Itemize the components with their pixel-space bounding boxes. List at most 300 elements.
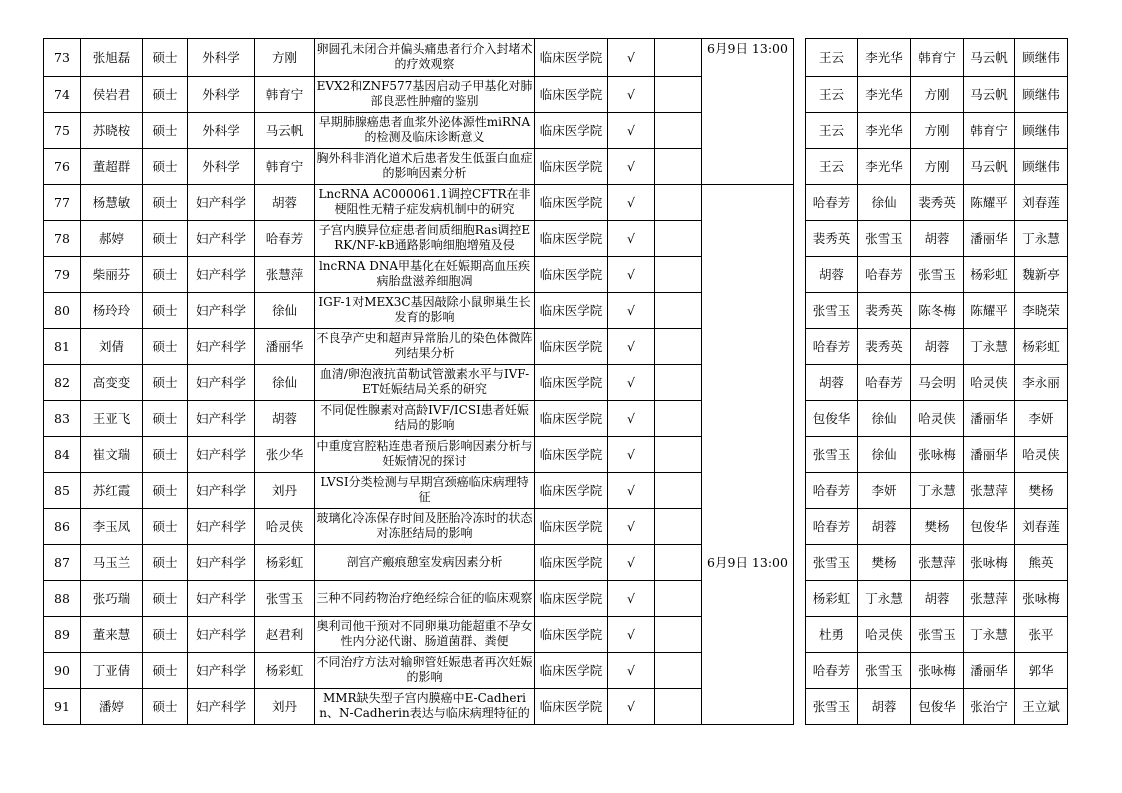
thesis-title-cell [315, 364, 535, 400]
judge-3-cell: 胡蓉 [911, 220, 964, 256]
degree-cell: 硕士 [143, 220, 188, 256]
spacer-cell [794, 328, 806, 364]
judge-4-cell: 潘丽华 [964, 652, 1015, 688]
judge-3-cell: 方刚 [911, 76, 964, 112]
spacer-cell [794, 616, 806, 652]
college-cell: 临床医学院 [535, 256, 608, 292]
major-cell: 妇产科学 [188, 292, 255, 328]
thesis-title-cell [315, 328, 535, 364]
judge-2-cell: 裴秀英 [858, 292, 911, 328]
judge-4-cell: 马云帆 [964, 76, 1015, 112]
college-cell: 临床医学院 [535, 580, 608, 616]
judge-1-cell: 裴秀英 [806, 220, 858, 256]
student-name-cell: 苏红霞 [81, 472, 143, 508]
judge-3-cell: 方刚 [911, 148, 964, 184]
college-cell: 临床医学院 [535, 436, 608, 472]
advisor-cell: 潘丽华 [255, 328, 315, 364]
judge-3-cell: 哈灵侠 [911, 400, 964, 436]
major-cell: 外科学 [188, 76, 255, 112]
judge-5-cell: 熊英 [1015, 544, 1068, 580]
major-cell: 妇产科学 [188, 220, 255, 256]
session-time-cell [702, 508, 794, 544]
judge-2-cell: 李光华 [858, 148, 911, 184]
row-number-cell: 78 [44, 220, 81, 256]
judge-1-cell: 哈春芳 [806, 652, 858, 688]
thesis-title-cell [315, 688, 535, 724]
judge-2-cell: 李光华 [858, 76, 911, 112]
major-cell: 妇产科学 [188, 472, 255, 508]
table-row [44, 544, 1068, 580]
advisor-cell: 马云帆 [255, 112, 315, 148]
college-cell: 临床医学院 [535, 400, 608, 436]
major-cell: 妇产科学 [188, 544, 255, 580]
degree-cell: 硕士 [143, 76, 188, 112]
empty-cell [655, 400, 702, 436]
session-time-cell [702, 184, 794, 220]
thesis-title-text: 不同促性腺素对高龄IVF/ICSI患者妊娠结局的影响 [320, 403, 529, 432]
judge-4-cell: 丁永慧 [964, 616, 1015, 652]
judge-3-cell: 包俊华 [911, 688, 964, 724]
row-number-cell: 91 [44, 688, 81, 724]
judge-5-cell: 魏新亭 [1015, 256, 1068, 292]
advisor-cell: 哈春芳 [255, 220, 315, 256]
judge-3-cell: 丁永慧 [911, 472, 964, 508]
table-row [44, 364, 1068, 400]
judge-1-cell: 哈春芳 [806, 184, 858, 220]
row-number-cell: 82 [44, 364, 81, 400]
check-mark-cell: √ [608, 76, 655, 112]
check-mark-cell: √ [608, 616, 655, 652]
spacer-cell [794, 436, 806, 472]
judge-2-cell: 张雪玉 [858, 652, 911, 688]
college-cell: 临床医学院 [535, 616, 608, 652]
spacer-cell [794, 39, 806, 77]
spacer-cell [794, 688, 806, 724]
table-row [44, 292, 1068, 328]
advisor-cell: 哈灵侠 [255, 508, 315, 544]
session-time-cell [702, 400, 794, 436]
empty-cell [655, 652, 702, 688]
judge-5-cell: 王立斌 [1015, 688, 1068, 724]
thesis-title-cell [315, 544, 535, 580]
judge-2-cell: 哈灵侠 [858, 616, 911, 652]
thesis-title-text: 不良孕产史和超声异常胎儿的染色体微阵列结果分析 [316, 331, 533, 360]
advisor-cell: 韩育宁 [255, 148, 315, 184]
student-name-cell: 侯岩君 [81, 76, 143, 112]
check-mark-cell: √ [608, 148, 655, 184]
table-row [44, 76, 1068, 112]
college-cell: 临床医学院 [535, 39, 608, 77]
judge-1-cell: 张雪玉 [806, 688, 858, 724]
college-cell: 临床医学院 [535, 112, 608, 148]
judge-1-cell: 王云 [806, 76, 858, 112]
thesis-title-cell [315, 472, 535, 508]
major-cell: 妇产科学 [188, 652, 255, 688]
row-number-cell: 85 [44, 472, 81, 508]
judge-3-cell: 陈冬梅 [911, 292, 964, 328]
spacer-cell [794, 472, 806, 508]
student-name-cell: 董来慧 [81, 616, 143, 652]
major-cell: 妇产科学 [188, 328, 255, 364]
table-row [44, 580, 1068, 616]
spacer-cell [794, 400, 806, 436]
judge-3-cell: 裴秀英 [911, 184, 964, 220]
major-cell: 外科学 [188, 112, 255, 148]
thesis-title-cell [315, 616, 535, 652]
judge-2-cell: 裴秀英 [858, 328, 911, 364]
row-number-cell: 87 [44, 544, 81, 580]
spacer-cell [794, 652, 806, 688]
row-number-cell: 86 [44, 508, 81, 544]
thesis-title-cell [315, 76, 535, 112]
degree-cell: 硕士 [143, 400, 188, 436]
empty-cell [655, 688, 702, 724]
session-time-cell [702, 688, 794, 724]
degree-cell: 硕士 [143, 688, 188, 724]
row-number-cell: 81 [44, 328, 81, 364]
thesis-title-cell [315, 112, 535, 148]
judge-2-cell: 徐仙 [858, 436, 911, 472]
thesis-title-cell [315, 220, 535, 256]
degree-cell: 硕士 [143, 616, 188, 652]
check-mark-cell: √ [608, 220, 655, 256]
thesis-title-cell [315, 148, 535, 184]
judge-5-cell: 樊杨 [1015, 472, 1068, 508]
empty-cell [655, 76, 702, 112]
check-mark-cell: √ [608, 688, 655, 724]
advisor-cell: 刘丹 [255, 472, 315, 508]
session-time-cell [702, 652, 794, 688]
thesis-title-text: IGF-1对MEX3C基因敲除小鼠卵巢生长发育的影响 [318, 295, 531, 324]
major-cell: 妇产科学 [188, 364, 255, 400]
table-row [44, 688, 1068, 724]
judge-4-cell: 张咏梅 [964, 544, 1015, 580]
judge-2-cell: 哈春芳 [858, 256, 911, 292]
judge-1-cell: 张雪玉 [806, 436, 858, 472]
session-time-cell [702, 292, 794, 328]
major-cell: 妇产科学 [188, 400, 255, 436]
session-time-cell [702, 256, 794, 292]
degree-cell: 硕士 [143, 184, 188, 220]
student-name-cell: 郝婷 [81, 220, 143, 256]
check-mark-cell: √ [608, 436, 655, 472]
degree-cell: 硕士 [143, 436, 188, 472]
table-row [44, 508, 1068, 544]
judge-1-cell: 张雪玉 [806, 292, 858, 328]
spacer-cell [794, 508, 806, 544]
judge-4-cell: 潘丽华 [964, 400, 1015, 436]
row-number-cell: 88 [44, 580, 81, 616]
session-time-cell [702, 76, 794, 112]
thesis-title-cell [315, 580, 535, 616]
table-row [44, 616, 1068, 652]
judge-4-cell: 马云帆 [964, 148, 1015, 184]
thesis-title-text: 胸外科非消化道术后患者发生低蛋白血症的影响因素分析 [316, 151, 533, 180]
check-mark-cell: √ [608, 292, 655, 328]
judge-1-cell: 胡蓉 [806, 256, 858, 292]
empty-cell [655, 256, 702, 292]
row-number-cell: 89 [44, 616, 81, 652]
check-mark-cell: √ [608, 39, 655, 77]
judge-5-cell: 顾继伟 [1015, 76, 1068, 112]
judge-5-cell: 刘春莲 [1015, 184, 1068, 220]
thesis-title-text: 三种不同药物治疗绝经综合征的临床观察 [316, 590, 533, 605]
thesis-title-text: 卵圆孔未闭合并偏头痛患者行介入封堵术的疗效观察 [316, 42, 533, 72]
student-name-cell: 高变变 [81, 364, 143, 400]
judge-5-cell: 杨彩虹 [1015, 328, 1068, 364]
major-cell: 妇产科学 [188, 184, 255, 220]
college-cell: 临床医学院 [535, 508, 608, 544]
empty-cell [655, 508, 702, 544]
student-name-cell: 李玉凤 [81, 508, 143, 544]
judge-1-cell: 包俊华 [806, 400, 858, 436]
session-time-cell [702, 112, 794, 148]
judge-3-cell: 胡蓉 [911, 328, 964, 364]
judge-5-cell: 李永丽 [1015, 364, 1068, 400]
major-cell: 外科学 [188, 148, 255, 184]
empty-cell [655, 112, 702, 148]
judge-2-cell: 徐仙 [858, 184, 911, 220]
student-name-cell: 杨玲玲 [81, 292, 143, 328]
judge-4-cell: 马云帆 [964, 39, 1015, 77]
spacer-cell [794, 184, 806, 220]
table-row [44, 400, 1068, 436]
judge-4-cell: 潘丽华 [964, 436, 1015, 472]
empty-cell [655, 616, 702, 652]
empty-cell [655, 328, 702, 364]
student-name-cell: 刘倩 [81, 328, 143, 364]
defense-schedule-sheet [43, 38, 1068, 725]
table-row [44, 652, 1068, 688]
degree-cell: 硕士 [143, 328, 188, 364]
judge-4-cell: 包俊华 [964, 508, 1015, 544]
college-cell: 临床医学院 [535, 76, 608, 112]
student-name-cell: 柴丽芬 [81, 256, 143, 292]
advisor-cell: 张慧萍 [255, 256, 315, 292]
thesis-title-text: 中重度宫腔粘连患者预后影响因素分析与妊娠情况的探讨 [316, 439, 533, 468]
row-number-cell: 73 [44, 39, 81, 77]
judge-2-cell: 李光华 [858, 112, 911, 148]
judge-2-cell: 李光华 [858, 39, 911, 77]
degree-cell: 硕士 [143, 364, 188, 400]
thesis-title-text: 玻璃化冷冻保存时间及胚胎冷冻时的状态对冻胚结局的影响 [316, 511, 533, 540]
spacer-cell [794, 112, 806, 148]
advisor-cell: 张雪玉 [255, 580, 315, 616]
check-mark-cell: √ [608, 112, 655, 148]
row-number-cell: 76 [44, 148, 81, 184]
session-time-cell [702, 472, 794, 508]
judge-2-cell: 徐仙 [858, 400, 911, 436]
judge-2-cell: 丁永慧 [858, 580, 911, 616]
judge-1-cell: 张雪玉 [806, 544, 858, 580]
judge-3-cell: 张咏梅 [911, 436, 964, 472]
major-cell: 妇产科学 [188, 580, 255, 616]
thesis-title-cell [315, 256, 535, 292]
judge-3-cell: 樊杨 [911, 508, 964, 544]
check-mark-cell: √ [608, 580, 655, 616]
judge-4-cell: 陈耀平 [964, 292, 1015, 328]
session-time-cell [702, 364, 794, 400]
thesis-title-text: 子宫内膜异位症患者间质细胞Ras调控ERK/NF-kB通路影响细胞增殖及侵 [318, 223, 531, 252]
judge-5-cell: 张平 [1015, 616, 1068, 652]
empty-cell [655, 472, 702, 508]
college-cell: 临床医学院 [535, 184, 608, 220]
check-mark-cell: √ [608, 400, 655, 436]
check-mark-cell: √ [608, 544, 655, 580]
table-row [44, 184, 1068, 220]
college-cell: 临床医学院 [535, 652, 608, 688]
thesis-title-text: LncRNA AC000061.1调控CFTR在非梗阻性无精子症发病机制中的研究 [318, 187, 531, 216]
judge-3-cell: 胡蓉 [911, 580, 964, 616]
judge-1-cell: 王云 [806, 148, 858, 184]
judge-4-cell: 张慧萍 [964, 472, 1015, 508]
thesis-title-text: EVX2和ZNF577基因启动子甲基化对肺部良恶性肿瘤的鉴别 [316, 79, 533, 108]
session-time-cell [702, 436, 794, 472]
thesis-title-cell [315, 436, 535, 472]
table-row [44, 148, 1068, 184]
advisor-cell: 张少华 [255, 436, 315, 472]
spacer-cell [794, 76, 806, 112]
thesis-title-text: MMR缺失型子宫内膜癌中E-Cadherin、N-Cadherin表达与临床病理特征的 [319, 691, 530, 720]
judge-4-cell: 丁永慧 [964, 328, 1015, 364]
row-number-cell: 74 [44, 76, 81, 112]
judge-3-cell: 韩育宁 [911, 39, 964, 77]
college-cell: 临床医学院 [535, 544, 608, 580]
row-number-cell: 75 [44, 112, 81, 148]
judge-3-cell: 张慧萍 [911, 544, 964, 580]
student-name-cell: 马玉兰 [81, 544, 143, 580]
judge-1-cell: 哈春芳 [806, 472, 858, 508]
empty-cell [655, 292, 702, 328]
judge-1-cell: 王云 [806, 112, 858, 148]
judge-5-cell: 刘春莲 [1015, 508, 1068, 544]
thesis-title-cell [315, 184, 535, 220]
advisor-cell: 杨彩虹 [255, 544, 315, 580]
degree-cell: 硕士 [143, 39, 188, 77]
student-name-cell: 王亚飞 [81, 400, 143, 436]
empty-cell [655, 184, 702, 220]
advisor-cell: 胡蓉 [255, 400, 315, 436]
judge-1-cell: 杜勇 [806, 616, 858, 652]
table-row [44, 112, 1068, 148]
degree-cell: 硕士 [143, 652, 188, 688]
thesis-title-text: lncRNA DNA甲基化在妊娠期高血压疾病胎盘滋养细胞凋 [318, 259, 531, 288]
empty-cell [655, 544, 702, 580]
table-row [44, 220, 1068, 256]
judge-4-cell: 哈灵侠 [964, 364, 1015, 400]
degree-cell: 硕士 [143, 292, 188, 328]
advisor-cell: 方刚 [255, 39, 315, 77]
row-number-cell: 83 [44, 400, 81, 436]
spacer-cell [794, 364, 806, 400]
college-cell: 临床医学院 [535, 292, 608, 328]
major-cell: 妇产科学 [188, 688, 255, 724]
judge-2-cell: 李妍 [858, 472, 911, 508]
major-cell: 外科学 [188, 39, 255, 77]
empty-cell [655, 148, 702, 184]
check-mark-cell: √ [608, 328, 655, 364]
judge-4-cell: 陈耀平 [964, 184, 1015, 220]
judge-5-cell: 哈灵侠 [1015, 436, 1068, 472]
student-name-cell: 张旭磊 [81, 39, 143, 77]
check-mark-cell: √ [608, 364, 655, 400]
advisor-cell: 刘丹 [255, 688, 315, 724]
advisor-cell: 杨彩虹 [255, 652, 315, 688]
judge-1-cell: 王云 [806, 39, 858, 77]
judge-5-cell: 张咏梅 [1015, 580, 1068, 616]
major-cell: 妇产科学 [188, 256, 255, 292]
student-name-cell: 董超群 [81, 148, 143, 184]
check-mark-cell: √ [608, 256, 655, 292]
student-name-cell: 杨慧敏 [81, 184, 143, 220]
empty-cell [655, 39, 702, 77]
major-cell: 妇产科学 [188, 616, 255, 652]
thesis-title-cell [315, 292, 535, 328]
table-row [44, 472, 1068, 508]
session-time-cell [702, 148, 794, 184]
judge-4-cell: 张慧萍 [964, 580, 1015, 616]
judge-3-cell: 方刚 [911, 112, 964, 148]
thesis-title-cell [315, 508, 535, 544]
judge-4-cell: 杨彩虹 [964, 256, 1015, 292]
row-number-cell: 77 [44, 184, 81, 220]
student-name-cell: 丁亚倩 [81, 652, 143, 688]
judge-5-cell: 顾继伟 [1015, 112, 1068, 148]
thesis-title-text: 早期肺腺癌患者血浆外泌体源性miRNA的检测及临床诊断意义 [318, 115, 531, 144]
advisor-cell: 徐仙 [255, 364, 315, 400]
judge-5-cell: 李妍 [1015, 400, 1068, 436]
spacer-cell [794, 256, 806, 292]
judge-5-cell: 丁永慧 [1015, 220, 1068, 256]
thesis-title-text: 奥利司他干预对不同卵巢功能超重不孕女性内分泌代谢、肠道菌群、粪便 [316, 619, 533, 648]
judge-4-cell: 韩育宁 [964, 112, 1015, 148]
degree-cell: 硕士 [143, 580, 188, 616]
college-cell: 临床医学院 [535, 328, 608, 364]
judge-1-cell: 胡蓉 [806, 364, 858, 400]
session-time-cell: 6月9日 13:00 [702, 39, 794, 77]
thesis-title-cell [315, 652, 535, 688]
spacer-cell [794, 580, 806, 616]
judge-4-cell: 潘丽华 [964, 220, 1015, 256]
thesis-title-text: 剖宫产瘢痕憩室发病因素分析 [346, 554, 503, 569]
empty-cell [655, 364, 702, 400]
empty-cell [655, 436, 702, 472]
judge-2-cell: 哈春芳 [858, 364, 911, 400]
judge-1-cell: 哈春芳 [806, 328, 858, 364]
college-cell: 临床医学院 [535, 220, 608, 256]
session-time-cell: 6月9日 13:00 [702, 544, 794, 580]
student-name-cell: 苏晓桉 [81, 112, 143, 148]
session-time-cell [702, 220, 794, 256]
session-time-cell [702, 580, 794, 616]
judge-2-cell: 胡蓉 [858, 508, 911, 544]
judge-3-cell: 马会明 [911, 364, 964, 400]
spacer-cell [794, 220, 806, 256]
spacer-cell [794, 544, 806, 580]
table-row [44, 328, 1068, 364]
thesis-title-cell [315, 400, 535, 436]
advisor-cell: 赵君利 [255, 616, 315, 652]
student-name-cell: 张巧瑞 [81, 580, 143, 616]
advisor-cell: 韩育宁 [255, 76, 315, 112]
spacer-cell [794, 148, 806, 184]
judge-1-cell: 哈春芳 [806, 508, 858, 544]
table-row [44, 256, 1068, 292]
college-cell: 临床医学院 [535, 364, 608, 400]
defense-schedule-table [43, 38, 1068, 725]
row-number-cell: 79 [44, 256, 81, 292]
degree-cell: 硕士 [143, 112, 188, 148]
